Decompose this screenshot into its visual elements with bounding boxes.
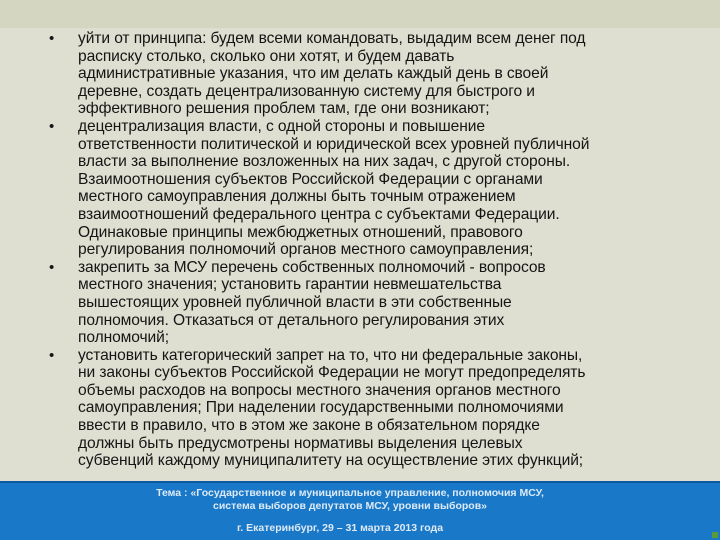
slide-top-bar: [0, 0, 720, 28]
bullet-line: регулирования полномочий органов местного самоуправления;: [78, 241, 534, 259]
bullet-item-1: [28, 30, 688, 118]
bullet-line: уйти от принципа: будем всеми командовать, выдадим всем денег под: [78, 30, 586, 47]
bullet-line: децентрализация власти, с одной стороны и повышение: [78, 117, 485, 135]
corner-square-icon: [712, 532, 718, 538]
bullet-line: расписку столько, сколько они хотят, и будем давать: [78, 47, 455, 65]
bullet-marker: •: [49, 30, 55, 47]
bullet-line: местного самоуправления должны быть точным отражением: [78, 188, 516, 206]
bullet-list: [28, 30, 688, 470]
bullet-line: Одинаковые принципы межбюджетных отношений, правового: [78, 223, 523, 241]
bullet-line: полномочия. Отказаться от детального регулирования этих: [78, 311, 505, 329]
bullet-line: ни законы субъектов Российской Федерации не могут предопределять: [78, 364, 586, 382]
footer-topic-line-2: система выборов депутатов МСУ, уровни выборов»: [213, 500, 487, 512]
bullet-line: административные указания, что им делать каждый день в своей: [78, 65, 549, 83]
footer-location-date: г. Екатеринбург, 29 – 31 марта 2013 года: [236, 522, 444, 534]
bullet-line: самоуправления; При наделении государственными полномочиями: [78, 399, 564, 417]
slide-content: [28, 30, 688, 480]
bullet-item-2: [28, 118, 688, 259]
bullet-line: должны быть предусмотрены нормативы выделения целевых: [78, 434, 523, 452]
bullet-marker: •: [49, 346, 55, 364]
bullet-item-4: [28, 347, 688, 470]
bullet-line: ввести в правило, что в этом же законе в обязательном порядке: [78, 417, 540, 435]
bullet-line: закрепить за МСУ перечень собственных полномочий - вопросов: [78, 258, 546, 276]
bullet-marker: •: [49, 258, 55, 276]
bullet-line: Взаимоотношения субъектов Российской Федерации с органами: [78, 170, 543, 188]
bullet-line: власти за выполнение возложенных на них задач, с другой стороны.: [78, 153, 571, 171]
bullet-line: субвенций каждому муниципалитету на осуществление этих функций;: [78, 452, 584, 470]
bullet-line: ответственности политической и юридической всех уровней публичной: [78, 135, 590, 153]
bullet-line: объемы расходов на вопросы местного значения органов местного: [78, 381, 561, 399]
bullet-line: местного значения; установить гарантии невмешательства: [78, 276, 502, 294]
bullet-line: эффективного решения проблем там, где они возникают;: [78, 100, 490, 118]
footer-band: [0, 481, 720, 540]
footer-topic-line-1: Тема : «Государственное и муниципальное управление, полномочия МСУ,: [156, 487, 544, 499]
bullet-line: взаимоотношений федерального центра с субъектами Федерации.: [78, 205, 560, 223]
bullet-item-3: [28, 259, 688, 347]
bullet-line: деревне, создать децентрализованную систему для быстрого и: [78, 82, 535, 100]
bullet-line: полномочий;: [78, 329, 169, 347]
bullet-line: установить категорический запрет на то, что ни федеральные законы,: [78, 346, 583, 364]
bullet-line: вышестоящих уровней публичной власти в эти собственные: [78, 293, 512, 311]
bullet-marker: •: [49, 117, 55, 135]
